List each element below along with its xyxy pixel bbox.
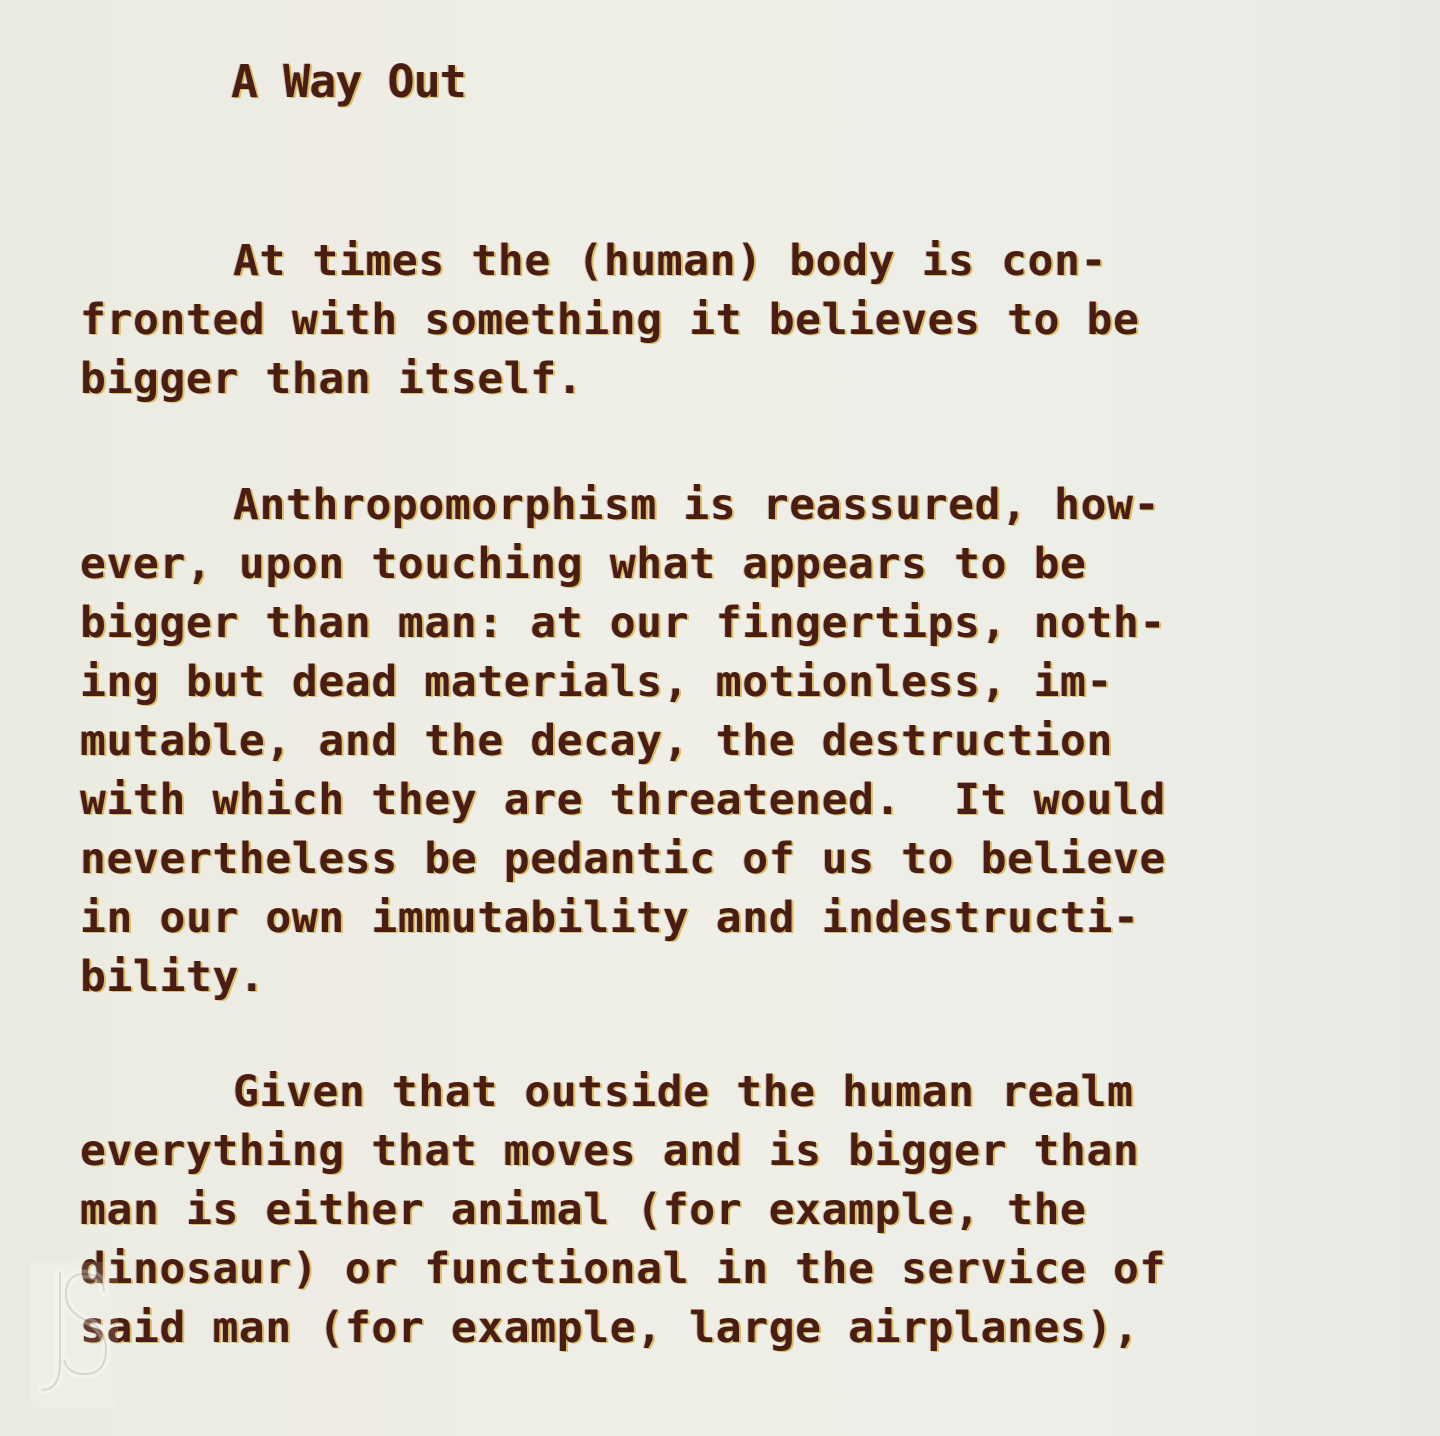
paragraph-line: everything that moves and is bigger than [80, 1126, 1140, 1176]
paragraph-line: in our own immutability and indestructi- [80, 893, 1140, 943]
paragraph-line: ing but dead materials, motionless, im- [80, 657, 1114, 707]
paragraph-2 [80, 476, 1166, 1007]
watermark-logo-icon [30, 1262, 118, 1408]
paragraph-line: nevertheless be pedantic of us to believe [80, 834, 1167, 884]
paragraph-line: bigger than itself. [80, 354, 584, 404]
paragraph-line: bigger than man: at our fingertips, noth- [80, 598, 1167, 648]
paragraph-line: ever, upon touching what appears to be [80, 539, 1087, 589]
paragraph-1 [80, 232, 1140, 409]
paragraph-line: man is either animal (for example, the [80, 1185, 1087, 1235]
page-title: A Way Out [231, 55, 466, 108]
paragraph-line: dinosaur) or functional in the service of [80, 1244, 1167, 1294]
paragraph-line: fronted with something it believes to be [80, 295, 1140, 345]
paragraph-line: with which they are threatened. It would [80, 775, 1167, 825]
paragraph-3 [80, 1063, 1166, 1358]
paragraph-line: bility. [80, 952, 266, 1002]
paragraph-line: Anthropomorphism is reassured, how- [233, 480, 1161, 530]
paragraph-line: At times the (human) body is con- [233, 236, 1108, 286]
paragraph-line: Given that outside the human realm [233, 1067, 1134, 1117]
paragraph-line: said man (for example, large airplanes), [80, 1303, 1140, 1353]
paragraph-line: mutable, and the decay, the destruction [80, 716, 1114, 766]
